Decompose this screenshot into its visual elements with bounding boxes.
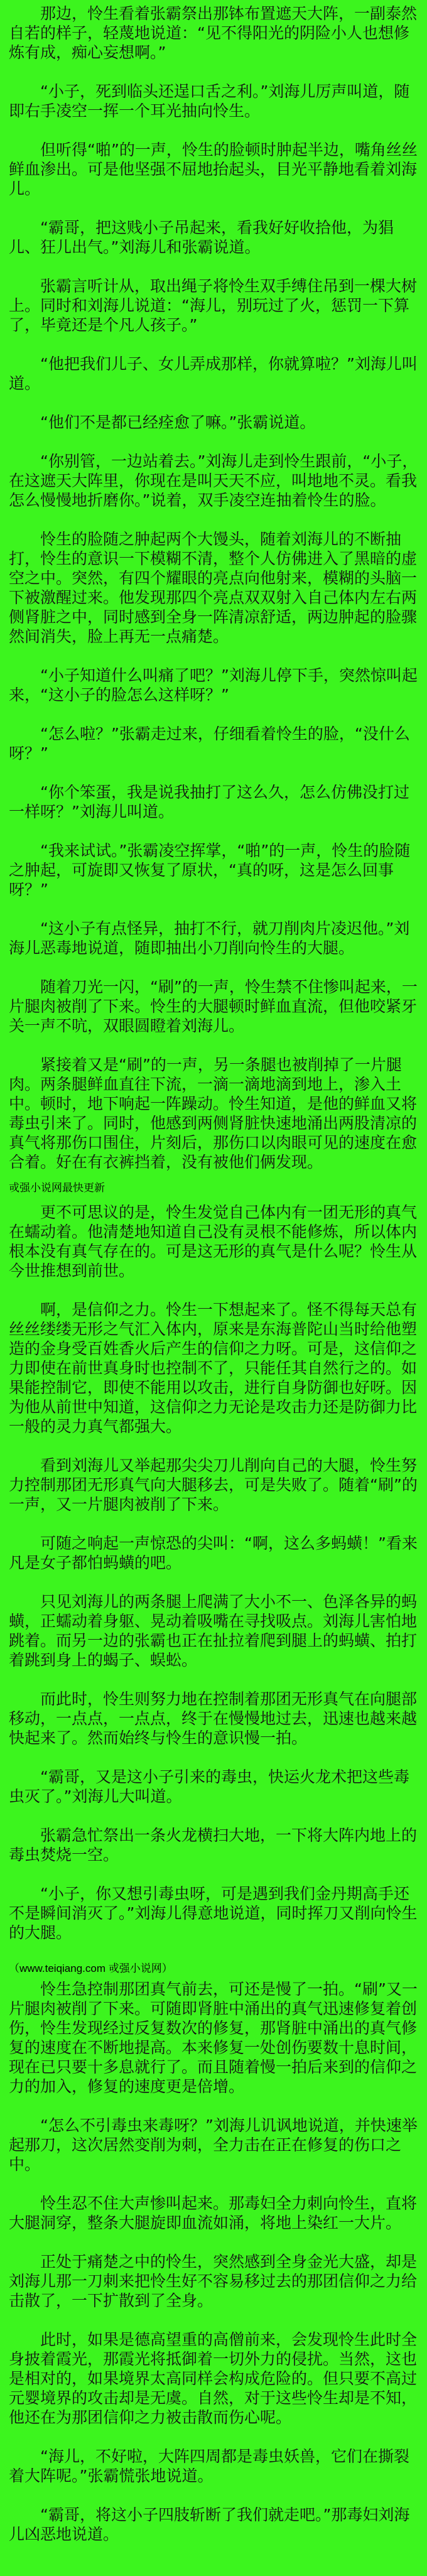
paragraph: 只见刘海儿的两条腿上爬满了大小不一、色泽各异的蚂蟥，正蠕动着身躯、晃动着吸嘴在寻找吸点。刘海儿害怕地跳着。而另一边的张霸也正在扯拉着爬到腿上的蚂蟥、拍打着跳到身上的蝎子、蜈蚣。 xyxy=(9,1593,418,1669)
paragraph: 紧接着又是“刷”的一声，另一条腿也被削掉了一片腿肉。两条腿鲜血直往下流，一滴一滴地滴到地上，渗入土中。顿时，地下响起一阵躁动。怜生知道，是他的鲜血又将毒虫引来了。同时，他感到两侧肾脏快速地涌出两股清凉的真气将那伤口围住，片刻后，那伤口以肉眼可见的速度在愈合着。好在有衣裤挡着，没有被他们俩发现。 xyxy=(9,1056,418,1171)
paragraph: 怜生忍不住大声惨叫起来。那毒妇全力刺向怜生，直将大腿洞穿，整条大腿旋即血流如涌，将地上染红一大片。 xyxy=(9,2194,418,2232)
paragraph: 啊，是信仰之力。怜生一下想起来了。怪不得每天总有丝丝缕缕无形之气汇入体内，原来是东海普陀山当时给他塑造的金身受百姓香火后产生的信仰之力呀。可是，这信仰之力即使在前世真身时也控制不了，只能任其自然行之的。如果能控制它，即使不能用以攻击，进行自身防御也好呀。因为他从前世中知道，这信仰之力无论是攻击力还是防御力比一般的灵力真气都强大。 xyxy=(9,1301,418,1436)
paragraph: 但听得“啪”的一声，怜生的脸顿时肿起半边，嘴角丝丝鲜血渗出。可是他坚强不屈地抬起头，目光平静地看着刘海儿。 xyxy=(9,141,418,198)
paragraph: “我来试试。”张霸凌空挥掌，“啪”的一声，怜生的脸随之肿起，可旋即又恢复了原状，“真的呀，这是怎么回事呀？” xyxy=(9,842,411,899)
paragraph: “他们不是都已经痊愈了嘛。”张霸说道。 xyxy=(40,413,316,431)
paragraph: 怜生急控制那团真气前去，可还是慢了一拍。“刷”又一片腿肉被削了下来。可随即肾脏中涌出的真气迅速修复着创伤，怜生发现经过反复数次的修复，那肾脏中涌出的真气修复的速度在不断地提高。本来修复一处创伤要数十息时间，现在已只要十多息就行了。而且随着慢一拍后来到的信仰之力的加入，修复的速度更是倍增。 xyxy=(9,1980,418,2096)
site-update-watermark: 戓强小说网最快更新 xyxy=(9,1182,105,1194)
paragraph: “怎么啦？”张霸走过来，仔细看着怜生的脸，“没什么呀？” xyxy=(9,725,410,762)
paragraph: “海儿，不好啦，大阵四周都是毒虫妖兽，它们在撕裂着大阵呢。”张霸慌张地说道。 xyxy=(9,2447,409,2485)
paragraph: “霸哥，又是这小子引来的毒虫，快运火龙术把这些毒虫灭了。”刘海儿大叫道。 xyxy=(9,1768,409,1805)
paragraph: “这小子有点怪异，抽打不行，就刀削肉片凌迟他。”刘海儿恶毒地说道，随即抽出小刀削向怜生的大腿。 xyxy=(9,919,410,957)
paragraph: 此时，如果是德高望重的高僧前来，会发现怜生此时全身披着霞光，那霞光将抵御着一切外力的侵扰。当然，这也是相对的，如果境界太高同样会构成危险的。但只要不高过元婴境界的攻击却是无虞。自然，对于这些怜生却是不知，他还在为那团信仰之力被击散而伤心呢。 xyxy=(9,2330,418,2427)
paragraph: 那边，怜生看着张霸祭出那钵布置遮天大阵，一副泰然自若的样子，轻蔑地说道：“见不得阳光的阴险小人也想修炼有成，痴心妄想啊。” xyxy=(9,4,418,62)
paragraph: “你个笨蛋，我是说我抽打了这么久，怎么仿佛没打过一样呀？”刘海儿叫道。 xyxy=(9,783,409,821)
paragraph: “小子，死到临头还逞口舌之利。”刘海儿厉声叫道，随即右手凌空一挥一个耳光抽向怜生。 xyxy=(9,82,410,120)
site-url-watermark: （www.teiqiang.com 戓强小说网） xyxy=(9,1962,173,1974)
paragraph: “他把我们儿子、女儿弄成那样，你就算啦？”刘海儿叫道。 xyxy=(9,355,418,392)
paragraph: “霸哥，把这贱小子吊起来，看我好好收拾他，为猖儿、狂儿出气。”刘海儿和张霸说道。 xyxy=(9,219,394,256)
paragraph: 可随之响起一声惊恐的尖叫：“啊，这么多蚂蟥！”看来凡是女子都怕蚂蟥的吧。 xyxy=(9,1534,418,1572)
paragraph: “小子知道什么叫痛了吧？”刘海儿停下手，突然惊叫起来，“这小子的脸怎么这样呀？” xyxy=(9,666,418,704)
paragraph: 更不可思议的是，怜生发觉自己体内有一团无形的真气在蠕动着。他清楚地知道自己没有灵根不能修炼，所以体内根本没有真气存在的。可是这无形的真气是什么呢？怜生从今世推想到前世。 xyxy=(9,1203,418,1280)
paragraph: “霸哥，将这小子四肢斩断了我们就走吧。”那毒妇刘海儿凶恶地说道。 xyxy=(9,2506,410,2543)
paragraph: 张霸急忙祭出一条火龙横扫大地，一下将大阵内地上的毒虫焚烧一空。 xyxy=(9,1826,418,1864)
paragraph: 而此时，怜生则努力地在控制着那团无形真气在向腿部移动，一点点，一点点，终于在慢慢地过去，迅速也越来越快起来了。然而始终与怜生的意识慢一拍。 xyxy=(9,1690,418,1747)
paragraph: 张霸言听计从，取出绳子将怜生双手缚住吊到一棵大树上。同时和刘海儿说道：“海儿，别玩过了火，惩罚一下算了，毕竟还是个凡人孩子。” xyxy=(9,277,418,334)
paragraph: “怎么不引毒虫来毒呀？”刘海儿讥讽地说道，并快速举起那刀，这次居然变削为刺，全力击在正在修复的伤口之中。 xyxy=(9,2116,418,2173)
paragraph: 随着刀光一闪，“刷”的一声，怜生禁不住惨叫起来，一片腿肉被削了下来。怜生的大腿顿时鲜血直流，但他咬紧牙关一声不吭，双眼圆瞪着刘海儿。 xyxy=(9,978,418,1035)
paragraph: “你别管，一边站着去。”刘海儿走到怜生跟前，“小子，在这遮天大阵里，你现在是叫天天不应，叫地地不灵。看我怎么慢慢地折磨你。”说着，双手凌空连抽着怜生的脸。 xyxy=(9,452,418,509)
paragraph: 看到刘海儿又举起那尖尖刀儿削向自己的大腿，怜生努力控制那团无形真气向大腿移去，可是失败了。随着“刷”的一声，又一片腿肉被削了下来。 xyxy=(9,1456,418,1513)
paragraph: “小子，你又想引毒虫呀，可是遇到我们金丹期高手还不是瞬间消灭了。”刘海儿得意地说道，同时挥刀又削向怜生的大腿。 xyxy=(9,1885,418,1942)
paragraph: 正处于痛楚之中的怜生，突然感到全身金光大盛，却是刘海儿那一刀刺来把怜生好不容易移过去的那团信仰之力给击散了，一下扩散到了全身。 xyxy=(9,2253,418,2310)
paragraph: 怜生的脸随之肿起两个大馒头，随着刘海儿的不断抽打，怜生的意识一下模糊不清，整个人仿佛进入了黑暗的虚空之中。突然，有四个耀眼的亮点向他射来，模糊的头脑一下被激醒过来。他发现那四个亮点双双射入自己体内左右两侧肾脏之中，同时感到全身一阵清凉舒适，两边肿起的脸骤然间消失，脸上再无一点痛楚。 xyxy=(9,530,418,646)
